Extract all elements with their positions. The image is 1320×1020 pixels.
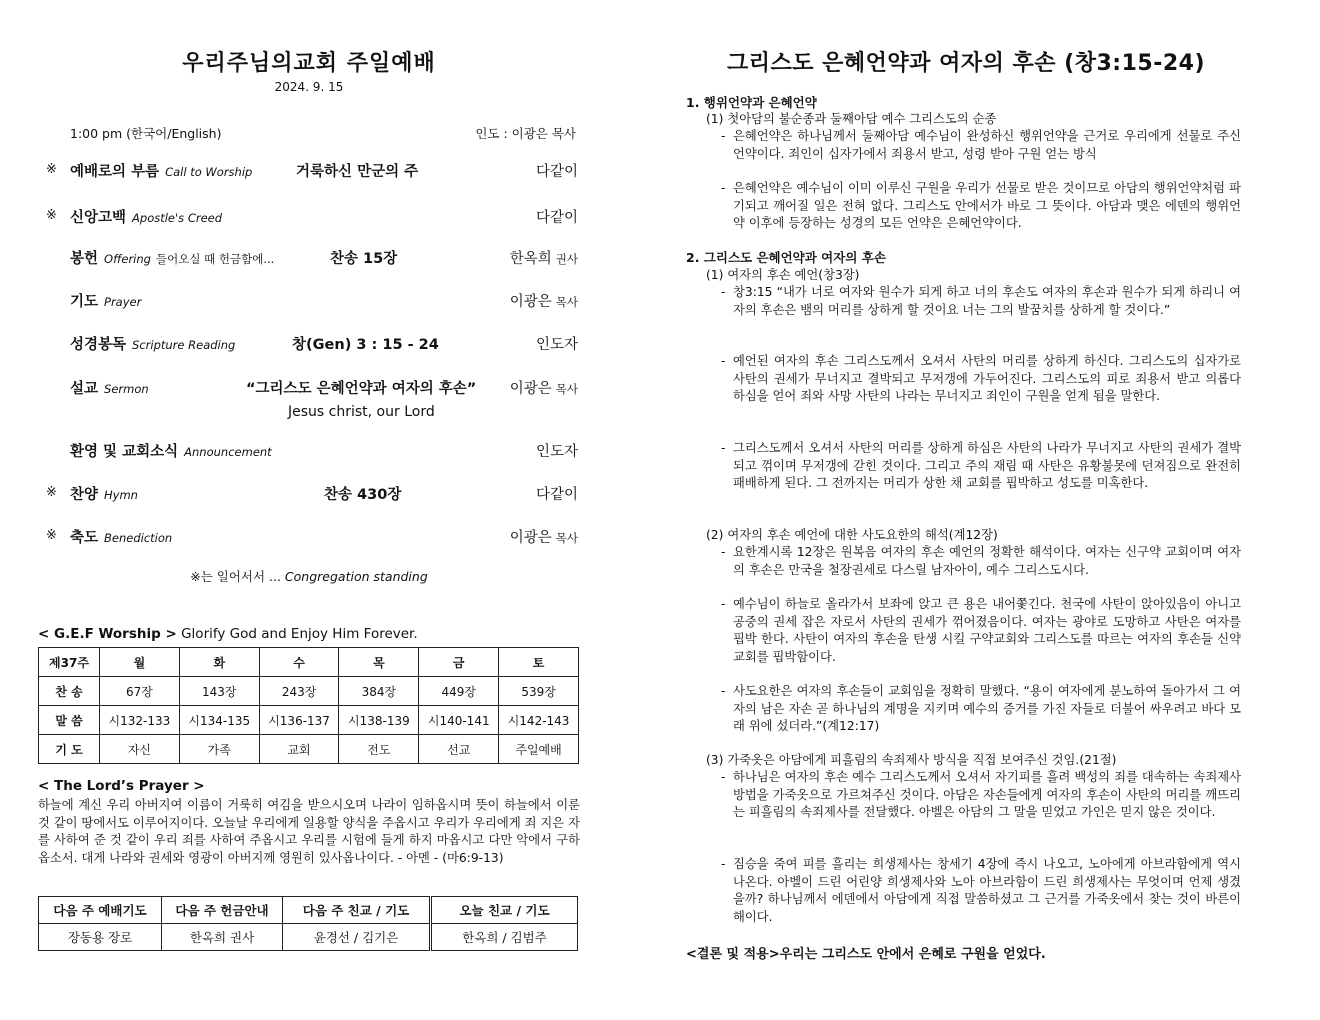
table-cell: 시142-143 — [499, 706, 579, 735]
table-cell: 시138-139 — [339, 706, 419, 735]
conclusion: <결론 및 적용>우리는 그리스도 안에서 은혜로 구원을 얻었다. — [686, 947, 1046, 962]
table-cell: 시134-135 — [179, 706, 259, 735]
row-label: 말 씀 — [39, 706, 100, 735]
table-cell: 윤경선 / 김기은 — [283, 924, 431, 951]
table-header: 월 — [100, 648, 180, 677]
table-header: 다음 주 예배기도 — [39, 897, 162, 924]
item-english: Benediction — [104, 531, 173, 545]
item-name: 축도 — [70, 530, 99, 546]
order-item-announcement — [38, 440, 580, 464]
item-name: 성경봉독 — [70, 337, 127, 353]
paragraph-text: 은혜언약은 하나님께서 둘째아담 예수님이 완성하신 행위언약을 근거로 우리에게 선물로 주신 언약이다. 죄인이 십자가에서 죄용서 받고, 성령 받아 구원 얻는 방식 — [733, 129, 1241, 161]
item-content: 거룩하신 만군의 주 — [296, 164, 419, 180]
table-cell: 전도 — [339, 735, 419, 764]
service-time: 1:00 pm (한국어/English) — [70, 126, 222, 141]
item-english: Hymn — [104, 488, 138, 502]
item-person: 다같이 — [535, 164, 578, 180]
paragraph-text: 요한계시록 12장은 원복음 여자의 후손 예언의 정확한 해석이다. 여자는 신구약 교회이며 여자의 후손은 만국을 철장권세로 다스릴 남자아이, 예수 그리스도시다. — [733, 545, 1241, 577]
item-english: Call to Worship — [165, 165, 253, 179]
gef-title — [38, 626, 418, 642]
paragraph-text: 예수님이 하늘로 올라가서 보좌에 앉고 큰 용은 내어쫓긴다. 천국에 사탄이 앉아있음이 아니고 공중의 권세 잡은 자로서 사탄의 권세가 꺾어졌음이다. 여자는 광야로 도망하고 사탄은 여자를 핍박 한다. 사탄이 여자의 후손을 탄생 시킬 구약교회와 그리스도를 따르는 여자의 후손들 신약교회를 핍박함이다. — [733, 597, 1241, 664]
gef-title-bold: < G.E.F Worship > — [38, 626, 177, 642]
lords-prayer-title: < The Lord’s Prayer > — [38, 778, 205, 794]
section-2-title: 2. 그리스도 은혜언약과 여자의 후손 — [686, 250, 886, 265]
paragraph: - 창3:15 “내가 너로 여자와 원수가 되게 하고 너의 후손도 여자의 후손과 원수가 되게 하리니 여자의 후손은 뱀의 머리를 상하게 할 것이요 너는 그의 발꿈치를 상하게 할 것이다.” — [721, 285, 1241, 317]
sermon-title-heading: 그리스도 은혜언약과 여자의 후손 (창3:15-24) — [727, 51, 1205, 76]
item-content: 찬송 15장 — [330, 251, 398, 267]
table-cell: 시140-141 — [419, 706, 499, 735]
table-cell: 한옥희 권사 — [162, 924, 283, 951]
paragraph: - 은혜언약은 하나님께서 둘째아담 예수님이 완성하신 행위언약을 근거로 우리에게 선물로 주신 언약이다. 죄인이 십자가에서 죄용서 받고, 성령 받아 구원 얻는 방식 — [721, 129, 1241, 161]
item-person: 한옥희 — [509, 251, 552, 267]
table-row — [39, 924, 578, 951]
table-cell: 한옥희 / 김범주 — [431, 924, 578, 951]
order-item-benediction — [38, 526, 580, 550]
paragraph-text: 예언된 여자의 후손 그리스도께서 오셔서 사탄의 머리를 상하게 하신다. 그리스도의 십자가로 사탄의 권세가 무너지고 결박되고 무저갱에 가두어진다. 그리스도의 피로 죄용서 받고 의롭다 하심을 얻어 죄와 사망 사탄의 나라는 무너지고 죄인이 구원을 얻게 됨을 말한다. — [733, 354, 1241, 403]
service-leader: 인도 : 이광은 목사 — [475, 126, 576, 141]
table-header-row — [39, 897, 578, 924]
paragraph: - 요한계시록 12장은 원복음 여자의 후손 예언의 정확한 해석이다. 여자는 신구약 교회이며 여자의 후손은 만국을 철장권세로 다스릴 남자아이, 예수 그리스도시다. — [721, 545, 1241, 577]
bulletin-date: 2024. 9. 15 — [274, 80, 344, 94]
table-cell: 장동용 장로 — [39, 924, 162, 951]
table-header-row — [39, 648, 579, 677]
item-person: 이광은 — [509, 381, 552, 397]
paragraph: - 예언된 여자의 후손 그리스도께서 오셔서 사탄의 머리를 상하게 하신다. 그리스도의 십자가로 사탄의 권세가 무너지고 결박되고 무저갱에 가두어진다. 그리스도의 피로 죄용서 받고 의롭다 하심을 얻어 죄와 사망 사탄의 나라는 무너지고 죄인이 구원을 얻게 됨을 말한다. — [721, 354, 1241, 403]
item-name: 기도 — [70, 294, 99, 310]
order-item-creed — [38, 206, 580, 230]
item-name: 환영 및 교회소식 — [70, 444, 179, 460]
table-cell: 539장 — [499, 677, 579, 706]
item-person: 이광은 — [509, 294, 552, 310]
paragraph-text: 그리스도께서 오셔서 사탄의 머리를 상하게 하심은 사탄의 나라가 무너지고 사탄의 권세가 결박되고 꺾이며 무저갱에 갇힌 것이다. 그리고 주의 재림 때 사탄은 유황불못에 던져짐으로 완전히 패배하게 된다. 그 전까지는 머리가 상한 채 교회를 핍박하고 성도를 미혹한다. — [733, 441, 1241, 490]
item-english: Apostle's Creed — [132, 211, 223, 225]
item-title: 목사 — [555, 295, 578, 309]
table-row — [39, 735, 579, 764]
time-row — [70, 124, 576, 142]
paragraph: - 은혜언약은 예수님이 이미 이루신 구원을 우리가 선물로 받은 것이므로 아담의 행위언약처럼 파기되고 깨어질 일은 전혀 없다. 그리스도 안에서가 바로 그 뜻이다. 아담과 맺은 에덴의 행위언약 이후에 등장하는 성경의 모든 언약은 은혜언약이다. — [721, 181, 1241, 230]
paragraph: - 사도요한은 여자의 후손들이 교회임을 정확히 말했다. “용이 여자에게 분노하여 돌아가서 그 여자의 남은 자손 곧 하나님의 계명을 지키며 예수의 증거를 가진 자들로 더불어 싸우려고 바다 모래 위에 섰더라.”(계12:17) — [721, 684, 1241, 733]
item-name: 봉헌 — [70, 251, 99, 267]
table-header: 토 — [499, 648, 579, 677]
order-item-hymn — [38, 483, 580, 507]
standing-mark: ※ — [46, 528, 57, 543]
gef-title-rest: Glorify God and Enjoy Him Forever. — [181, 626, 418, 642]
next-week-table — [38, 896, 578, 951]
section-1-sub-1: (1) 첫아담의 불순종과 둘째아담 예수 그리스도의 순종 — [706, 112, 997, 126]
table-header: 다음 주 친교 / 기도 — [283, 897, 431, 924]
row-label: 찬 송 — [39, 677, 100, 706]
table-cell: 449장 — [419, 677, 499, 706]
table-cell: 가족 — [179, 735, 259, 764]
table-cell: 자신 — [100, 735, 180, 764]
order-item-call-to-worship — [38, 160, 580, 184]
item-english: Scripture Reading — [132, 338, 236, 352]
table-cell: 243장 — [259, 677, 339, 706]
item-name: 설교 — [70, 381, 99, 397]
paragraph-text: 짐승을 죽여 피를 흘리는 희생제사는 창세기 4장에 즉시 나오고, 노아에게 아브라함에게 역시 나온다. 아벨이 드린 어린양 희생제사와 노아 아브라함이 드린 희생제사는 무엇이며 언제 생겼을까? 하나님께서 에덴에서 아담에게 직접 말씀하셨고 그 근거를 가죽옷에서 찾는 것이 바른이해이다. — [733, 857, 1241, 924]
paragraph-text: 은혜언약은 예수님이 이미 이루신 구원을 우리가 선물로 받은 것이므로 아담의 행위언약처럼 파기되고 깨어질 일은 전혀 없다. 그리스도 안에서가 바로 그 뜻이다. 아담과 맺은 에덴의 행위언약 이후에 등장하는 성경의 모든 언약은 은혜언약이다. — [733, 181, 1241, 230]
table-row — [39, 677, 579, 706]
item-english: Prayer — [104, 295, 142, 309]
section-2-sub-1: (1) 여자의 후손 예언(창3장) — [706, 268, 860, 282]
paragraph-text: 창3:15 “내가 너로 여자와 원수가 되게 하고 너의 후손도 여자의 후손과 원수가 되게 하리니 여자의 후손은 뱀의 머리를 상하게 할 것이요 너는 그의 발꿈치를 상하게 할 것이다.” — [733, 285, 1241, 317]
standing-note-ko: ※는 일어서서 ... — [190, 569, 281, 584]
gef-table — [38, 647, 579, 764]
item-person: 인도자 — [535, 444, 578, 460]
standing-mark: ※ — [46, 208, 57, 223]
order-item-scripture — [38, 333, 580, 357]
item-name: 신앙고백 — [70, 210, 127, 226]
order-item-offering — [38, 247, 580, 271]
item-name: 예배로의 부름 — [70, 164, 160, 180]
order-item-prayer — [38, 290, 580, 314]
table-cell: 교회 — [259, 735, 339, 764]
order-item-sermon — [38, 377, 580, 401]
paragraph: - 그리스도께서 오셔서 사탄의 머리를 상하게 하심은 사탄의 나라가 무너지고 사탄의 권세가 결박되고 꺾이며 무저갱에 갇힌 것이다. 그리고 주의 재림 때 사탄은 유황불못에 던져짐으로 완전히 패배하게 된다. 그 전까지는 머리가 상한 채 교회를 핍박하고 성도를 미혹한다. — [721, 441, 1241, 490]
item-person: 이광은 — [509, 530, 552, 546]
table-header: 화 — [179, 648, 259, 677]
paragraph: - 예수님이 하늘로 올라가서 보좌에 앉고 큰 용은 내어쫓긴다. 천국에 사탄이 앉아있음이 아니고 공중의 권세 잡은 자로서 사탄의 권세가 꺾어졌음이다. 여자는 광야로 도망하고 사탄은 여자를 핍박 한다. 사탄이 여자의 후손을 탄생 시킬 구약교회와 그리스도를 따르는 여자의 후손들 신약교회를 핍박함이다. — [721, 597, 1241, 664]
standing-mark: ※ — [46, 485, 57, 500]
item-name: 찬양 — [70, 487, 99, 503]
paragraph-text: 하나님은 여자의 후손 예수 그리스도께서 오셔서 자기피를 흘려 백성의 죄를 대속하는 속죄제사 방법을 가죽옷으로 가르쳐주신 것이다. 아담은 자손들에게 여자의 후손이 사탄의 머리를 깨뜨리는 피흘림의 속죄제사를 전달했다. 아벨은 아담의 그 말을 믿었고 가인은 믿지 않은 것이다. — [733, 770, 1241, 819]
section-1-title: 1. 행위언약과 은혜언약 — [686, 95, 817, 110]
bulletin-title: 우리주님의교회 주일예배 — [182, 51, 436, 76]
table-header: 오늘 친교 / 기도 — [431, 897, 578, 924]
table-row — [39, 706, 579, 735]
item-title: 권사 — [555, 252, 578, 266]
table-cell: 시132-133 — [100, 706, 180, 735]
table-header: 다음 주 헌금안내 — [162, 897, 283, 924]
item-english: Sermon — [104, 382, 149, 396]
table-cell: 67장 — [100, 677, 180, 706]
table-cell: 선교 — [419, 735, 499, 764]
item-content: 창(Gen) 3 : 15 - 24 — [292, 337, 439, 353]
table-cell: 143장 — [179, 677, 259, 706]
item-person: 다같이 — [535, 210, 578, 226]
item-person: 인도자 — [535, 337, 578, 353]
item-english: Announcement — [184, 445, 272, 459]
table-cell: 384장 — [339, 677, 419, 706]
sermon-subtitle: Jesus christ, our Lord — [288, 404, 435, 420]
table-cell: 주일예배 — [499, 735, 579, 764]
table-header: 목 — [339, 648, 419, 677]
row-label: 기 도 — [39, 735, 100, 764]
section-2-sub-3: (3) 가죽옷은 아담에게 피흘림의 속죄제사 방식을 직접 보여주신 것임.(21절) — [706, 753, 1117, 767]
paragraph: - 하나님은 여자의 후손 예수 그리스도께서 오셔서 자기피를 흘려 백성의 죄를 대속하는 속죄제사 방법을 가죽옷으로 가르쳐주신 것이다. 아담은 자손들에게 여자의 후손이 사탄의 머리를 깨뜨리는 피흘림의 속죄제사를 전달했다. 아벨은 아담의 그 말을 믿었고 가인은 믿지 않은 것이다. — [721, 770, 1241, 819]
standing-note — [38, 567, 580, 585]
lords-prayer-text: 하늘에 계신 우리 아버지여 이름이 거룩히 여김을 받으시오며 나라이 임하옵시며 뜻이 하늘에서 이룬 것 같이 땅에서도 이루어지이다. 오늘날 우리에게 일용할 양식을 주옵시고 우리가 우리에게 죄 지은 자를 사하여 준 것 같이 우리 죄를 사하여 주옵시고 우리를 시험에 들게 하지 마옵시고 다만 악에서 구하옵소서. 대게 나라와 권세와 영광이 아버지께 영원히 있사옵나이다. - 아멘 - (마6:9-13) — [38, 798, 580, 865]
sermon-title: “그리스도 은혜언약과 여자의 후손” — [246, 381, 477, 397]
item-note: 들어오실 때 헌금함에... — [156, 252, 275, 266]
table-header: 제37주 — [39, 648, 100, 677]
standing-mark: ※ — [46, 162, 57, 177]
paragraph-text: 사도요한은 여자의 후손들이 교회임을 정확히 말했다. “용이 여자에게 분노하여 돌아가서 그 여자의 남은 자손 곧 하나님의 계명을 지키며 예수의 증거를 가진 자들로 더불어 싸우려고 바다 모래 위에 섰더라.”(계12:17) — [733, 684, 1241, 733]
section-2-sub-2: (2) 여자의 후손 예언에 대한 사도요한의 해석(계12장) — [706, 528, 998, 542]
standing-note-en: Congregation standing — [284, 569, 428, 584]
item-content: 찬송 430장 — [324, 487, 402, 503]
table-header: 수 — [259, 648, 339, 677]
item-title: 목사 — [555, 382, 578, 396]
item-title: 목사 — [555, 531, 578, 545]
item-english: Offering — [104, 252, 151, 266]
table-header: 금 — [419, 648, 499, 677]
table-cell: 시136-137 — [259, 706, 339, 735]
item-person: 다같이 — [535, 487, 578, 503]
paragraph: - 짐승을 죽여 피를 흘리는 희생제사는 창세기 4장에 즉시 나오고, 노아에게 아브라함에게 역시 나온다. 아벨이 드린 어린양 희생제사와 노아 아브라함이 드린 희생제사는 무엇이며 언제 생겼을까? 하나님께서 에덴에서 아담에게 직접 말씀하셨고 그 근거를 가죽옷에서 찾는 것이 바른이해이다. — [721, 857, 1241, 924]
